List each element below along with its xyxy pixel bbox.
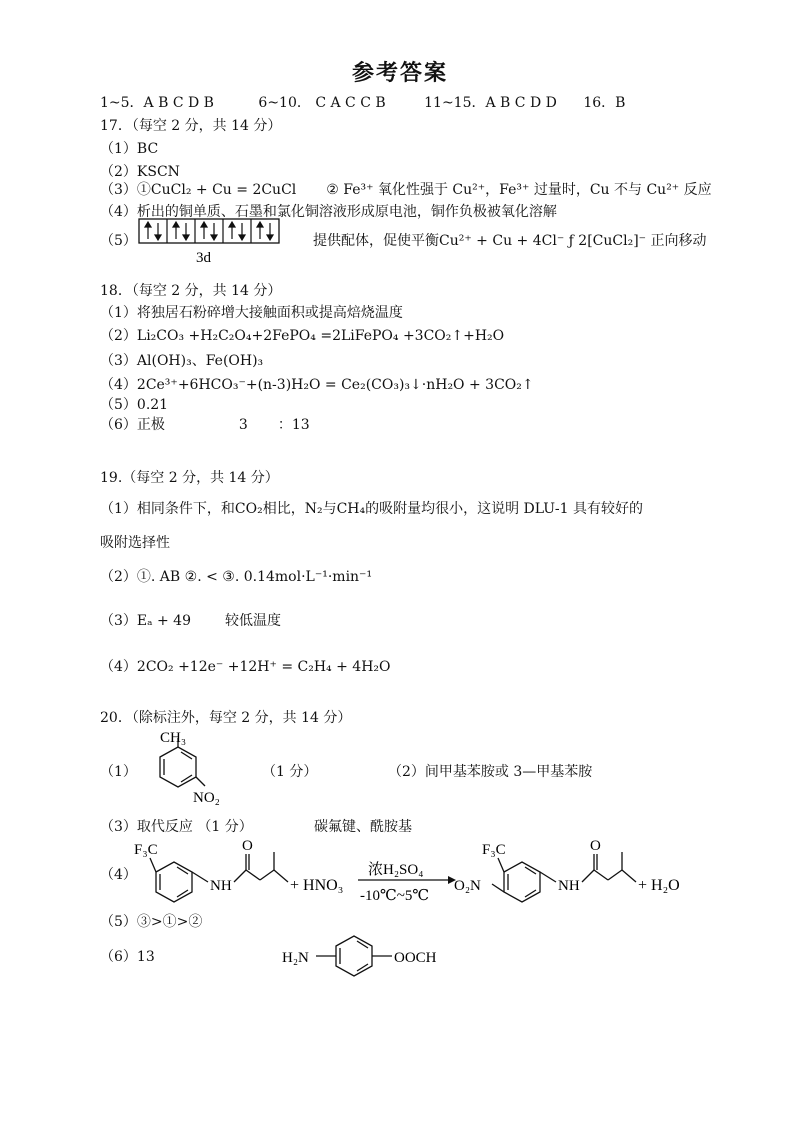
product-carbonyl-o: O — [590, 838, 601, 854]
orbital-label: 3d — [196, 250, 211, 266]
q17-answer-3-equation: ①CuCl₂ + Cu = 2CuCl — [136, 182, 297, 198]
q17-answer-1: （1）BC — [100, 141, 159, 157]
q18-answer-5: （5）0.21 — [100, 397, 169, 413]
q18-answer-1: （1）将独居石粉碎增大接触面积或提高焙烧温度 — [100, 305, 403, 321]
q19-answer-3-label: （3）Eₐ + 49 — [100, 613, 191, 629]
q18-answer-6 — [100, 416, 310, 434]
q19-answer-1-line-1: （1）相同条件下，和CO₂相比，N₂与CH₄的吸附量均很小，这说明 DLU-1 具有较好的 — [100, 501, 643, 517]
q20-answer-6-label: （6）13 — [100, 949, 155, 965]
q20-answer-5: （5）③>①>② — [100, 914, 203, 930]
q19-answer-4: （4）2CO₂ +12e⁻ +12H⁺ = C₂H₄ + 4H₂O — [100, 659, 391, 675]
q19-answer-3-condition: 较低温度 — [224, 613, 281, 629]
q18-answer-6-value-2: ：13 — [277, 417, 310, 433]
product-nitro: O₂N — [454, 878, 481, 894]
mc-group-3: 11~15．A B C D D — [424, 95, 557, 111]
product-nh: NH — [558, 878, 580, 894]
q17-header: 17．（每空 2 分，共 14 分） — [100, 118, 282, 134]
reactant-nh: NH — [210, 878, 232, 894]
q19-answer-2: （2）①. AB ②. < ③. 0.14mol·L⁻¹·min⁻¹ — [100, 569, 373, 585]
q20-answer-1-points: （1 分） — [262, 764, 318, 780]
mc-group-4: 16．B — [583, 95, 626, 111]
mc-group-2: 6~10． C A C C B — [258, 95, 386, 111]
condition-temperature: -10℃~5℃ — [360, 888, 430, 904]
q17-answer-3-num: （3） — [100, 182, 137, 198]
q18-answer-6-label: （6）正极 — [100, 417, 165, 433]
reagent-hno3: + HNO₃ — [290, 877, 344, 894]
q17-answer-3-reason: ② Fe³⁺ 氧化性强于 Cu²⁺，Fe³⁺ 过量时，Cu 不与 Cu²⁺ 反应 — [326, 182, 712, 198]
q17-answer-3 — [100, 181, 712, 199]
methyl-label: CH₃ — [160, 730, 187, 746]
q20-answer-3: （3）取代反应 （1 分） — [100, 819, 253, 835]
q17-answer-2: （2）KSCN — [100, 164, 180, 180]
orbital-diagram — [138, 218, 288, 266]
q17-answer-4: （4）析出的铜单质、石墨和氯化铜溶液形成原电池，铜作负极被氧化溶解 — [100, 204, 557, 220]
nitro-label: NO₂ — [193, 790, 220, 806]
mc-group-1: 1~5．A B C D B — [100, 95, 214, 111]
q18-header: 18．（每空 2 分，共 14 分） — [100, 283, 282, 299]
q17-answer-5-num: （5） — [100, 233, 137, 249]
q18-answer-4: （4）2Ce³⁺+6HCO₃⁻+(n-3)H₂O = Ce₂(CO₃)₃↓·nH₂O + 3CO₂↑ — [100, 377, 534, 393]
q18-answer-6-value-1: 3 — [238, 417, 248, 433]
q20-header: 20．（除标注外，每空 2 分，共 14 分） — [100, 710, 352, 726]
aminophenyl-formate-structure — [278, 922, 478, 990]
q19-answer-1-line-2: 吸附选择性 — [100, 535, 170, 551]
nitration-reaction — [130, 834, 710, 918]
q20-answer-2: （2）间甲基苯胺或 3—甲基苯胺 — [388, 764, 593, 780]
product-cf3: F₃C — [482, 842, 506, 858]
formate-group: OOCH — [394, 950, 437, 966]
q20-answer-3-groups: 碳氟键、酰胺基 — [314, 819, 412, 835]
q20-answer-1-label: （1） — [100, 764, 137, 780]
reactant-carbonyl-o: O — [242, 838, 253, 854]
condition-acid: 浓H₂SO₄ — [368, 862, 424, 878]
q19-answer-3 — [100, 612, 281, 630]
mc-answers — [100, 94, 625, 112]
q18-answer-3: （3）Al(OH)₃、Fe(OH)₃ — [100, 353, 264, 369]
q19-header: 19.（每空 2 分，共 14 分） — [100, 470, 279, 486]
q20-answer-4-label: （4） — [100, 867, 137, 883]
product-water: + H₂O — [638, 877, 680, 894]
m-nitrotoluene-structure — [130, 724, 240, 812]
page-title: 参考答案 — [351, 60, 448, 86]
q18-answer-2: （2）Li₂CO₃ +H₂C₂O₄+2FePO₄ =2LiFePO₄ +3CO₂↑+H₂O — [100, 328, 505, 344]
amino-group: H₂N — [282, 950, 309, 966]
q17-answer-5-text: 提供配体，促使平衡Cu²⁺ + Cu + 4Cl⁻ ƒ 2[CuCl₂]⁻ 正向移动 — [313, 233, 707, 249]
reactant-cf3: F₃C — [134, 842, 158, 858]
